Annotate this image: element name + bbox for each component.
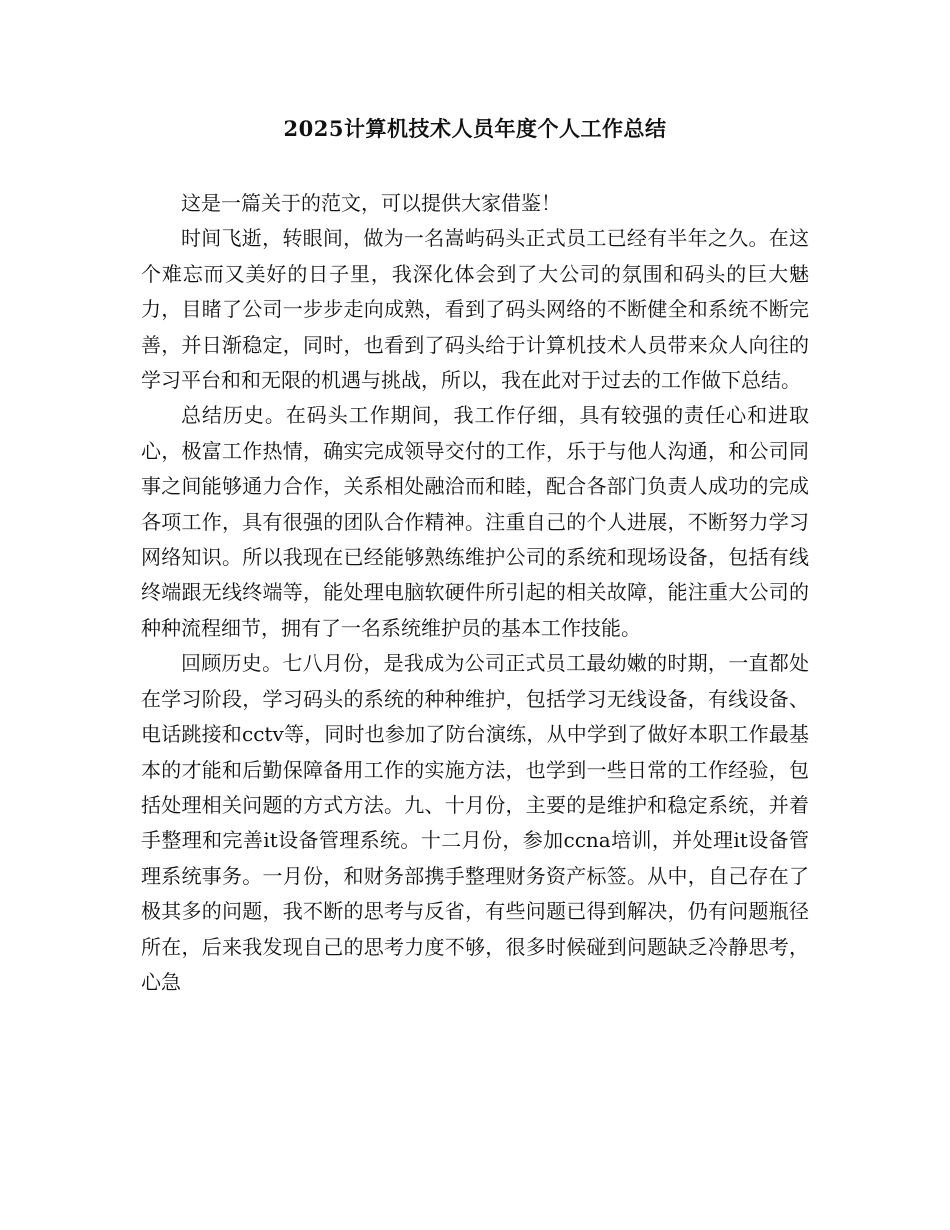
paragraph-review: 回顾历史。七八月份，是我成为公司正式员工最幼嫩的时期，一直都处在学习阶段，学习码头的系统的种种维护，包括学习无线设备，有线设备、电话跳接和cctv等，同时也参加了防台演练，从中学到了做好本职工作最基本的才能和后勤保障备用工作的实施方法，也学到一些日常的工作经验，包括处理相关问题的方式方法。九、十月份，主要的是维护和稳定系统，并着手整理和完善it设备管理系统。十二月份，参加ccna培训，并处理it设备管理系统事务。一月份，和财务部携手整理财务资产标签。从中，自己存在了极其多的问题，我不断的思考与反省，有些问题已得到解决，仍有问题瓶径所在，后来我发现自己的思考力度不够，很多时候碰到问题缺乏冷静思考，心急 (141, 651, 809, 994)
paragraph-intro: 这是一篇关于的范文，可以提供大家借鉴！ (181, 191, 561, 215)
paragraph-opening: 时间飞逝，转眼间，做为一名嵩屿码头正式员工已经有半年之久。在这个难忘而又美好的日子里，我深化体会到了大公司的氛围和码头的巨大魅力，目睹了公司一步步走向成熟，看到了码头网络的不断健全和系统不断完善，并日渐稳定，同时，也看到了码头给于计算机技术人员带来众人向往的学习平台和和无限的机遇与挑战，所以，我在此对于过去的工作做下总结。 (141, 226, 809, 393)
document-title: 2025计算机技术人员年度个人工作总结 (283, 116, 667, 141)
document-body (141, 186, 809, 1000)
paragraph-summary: 总结历史。在码头工作期间，我工作仔细，具有较强的责任心和进取心，极富工作热情，确实完成领导交付的工作，乐于与他人沟通，和公司同事之间能够通力合作，关系相处融洽而和睦，配合各部门负责人成功的完成各项工作，具有很强的团队合作精神。注重自己的个人进展，不断努力学习网络知识。所以我现在已经能够熟练维护公司的系统和现场设备，包括有线终端跟无线终端等，能处理电脑软硬件所引起的相关故障，能注重大公司的种种流程细节，拥有了一名系统维护员的基本工作技能。 (141, 403, 809, 640)
